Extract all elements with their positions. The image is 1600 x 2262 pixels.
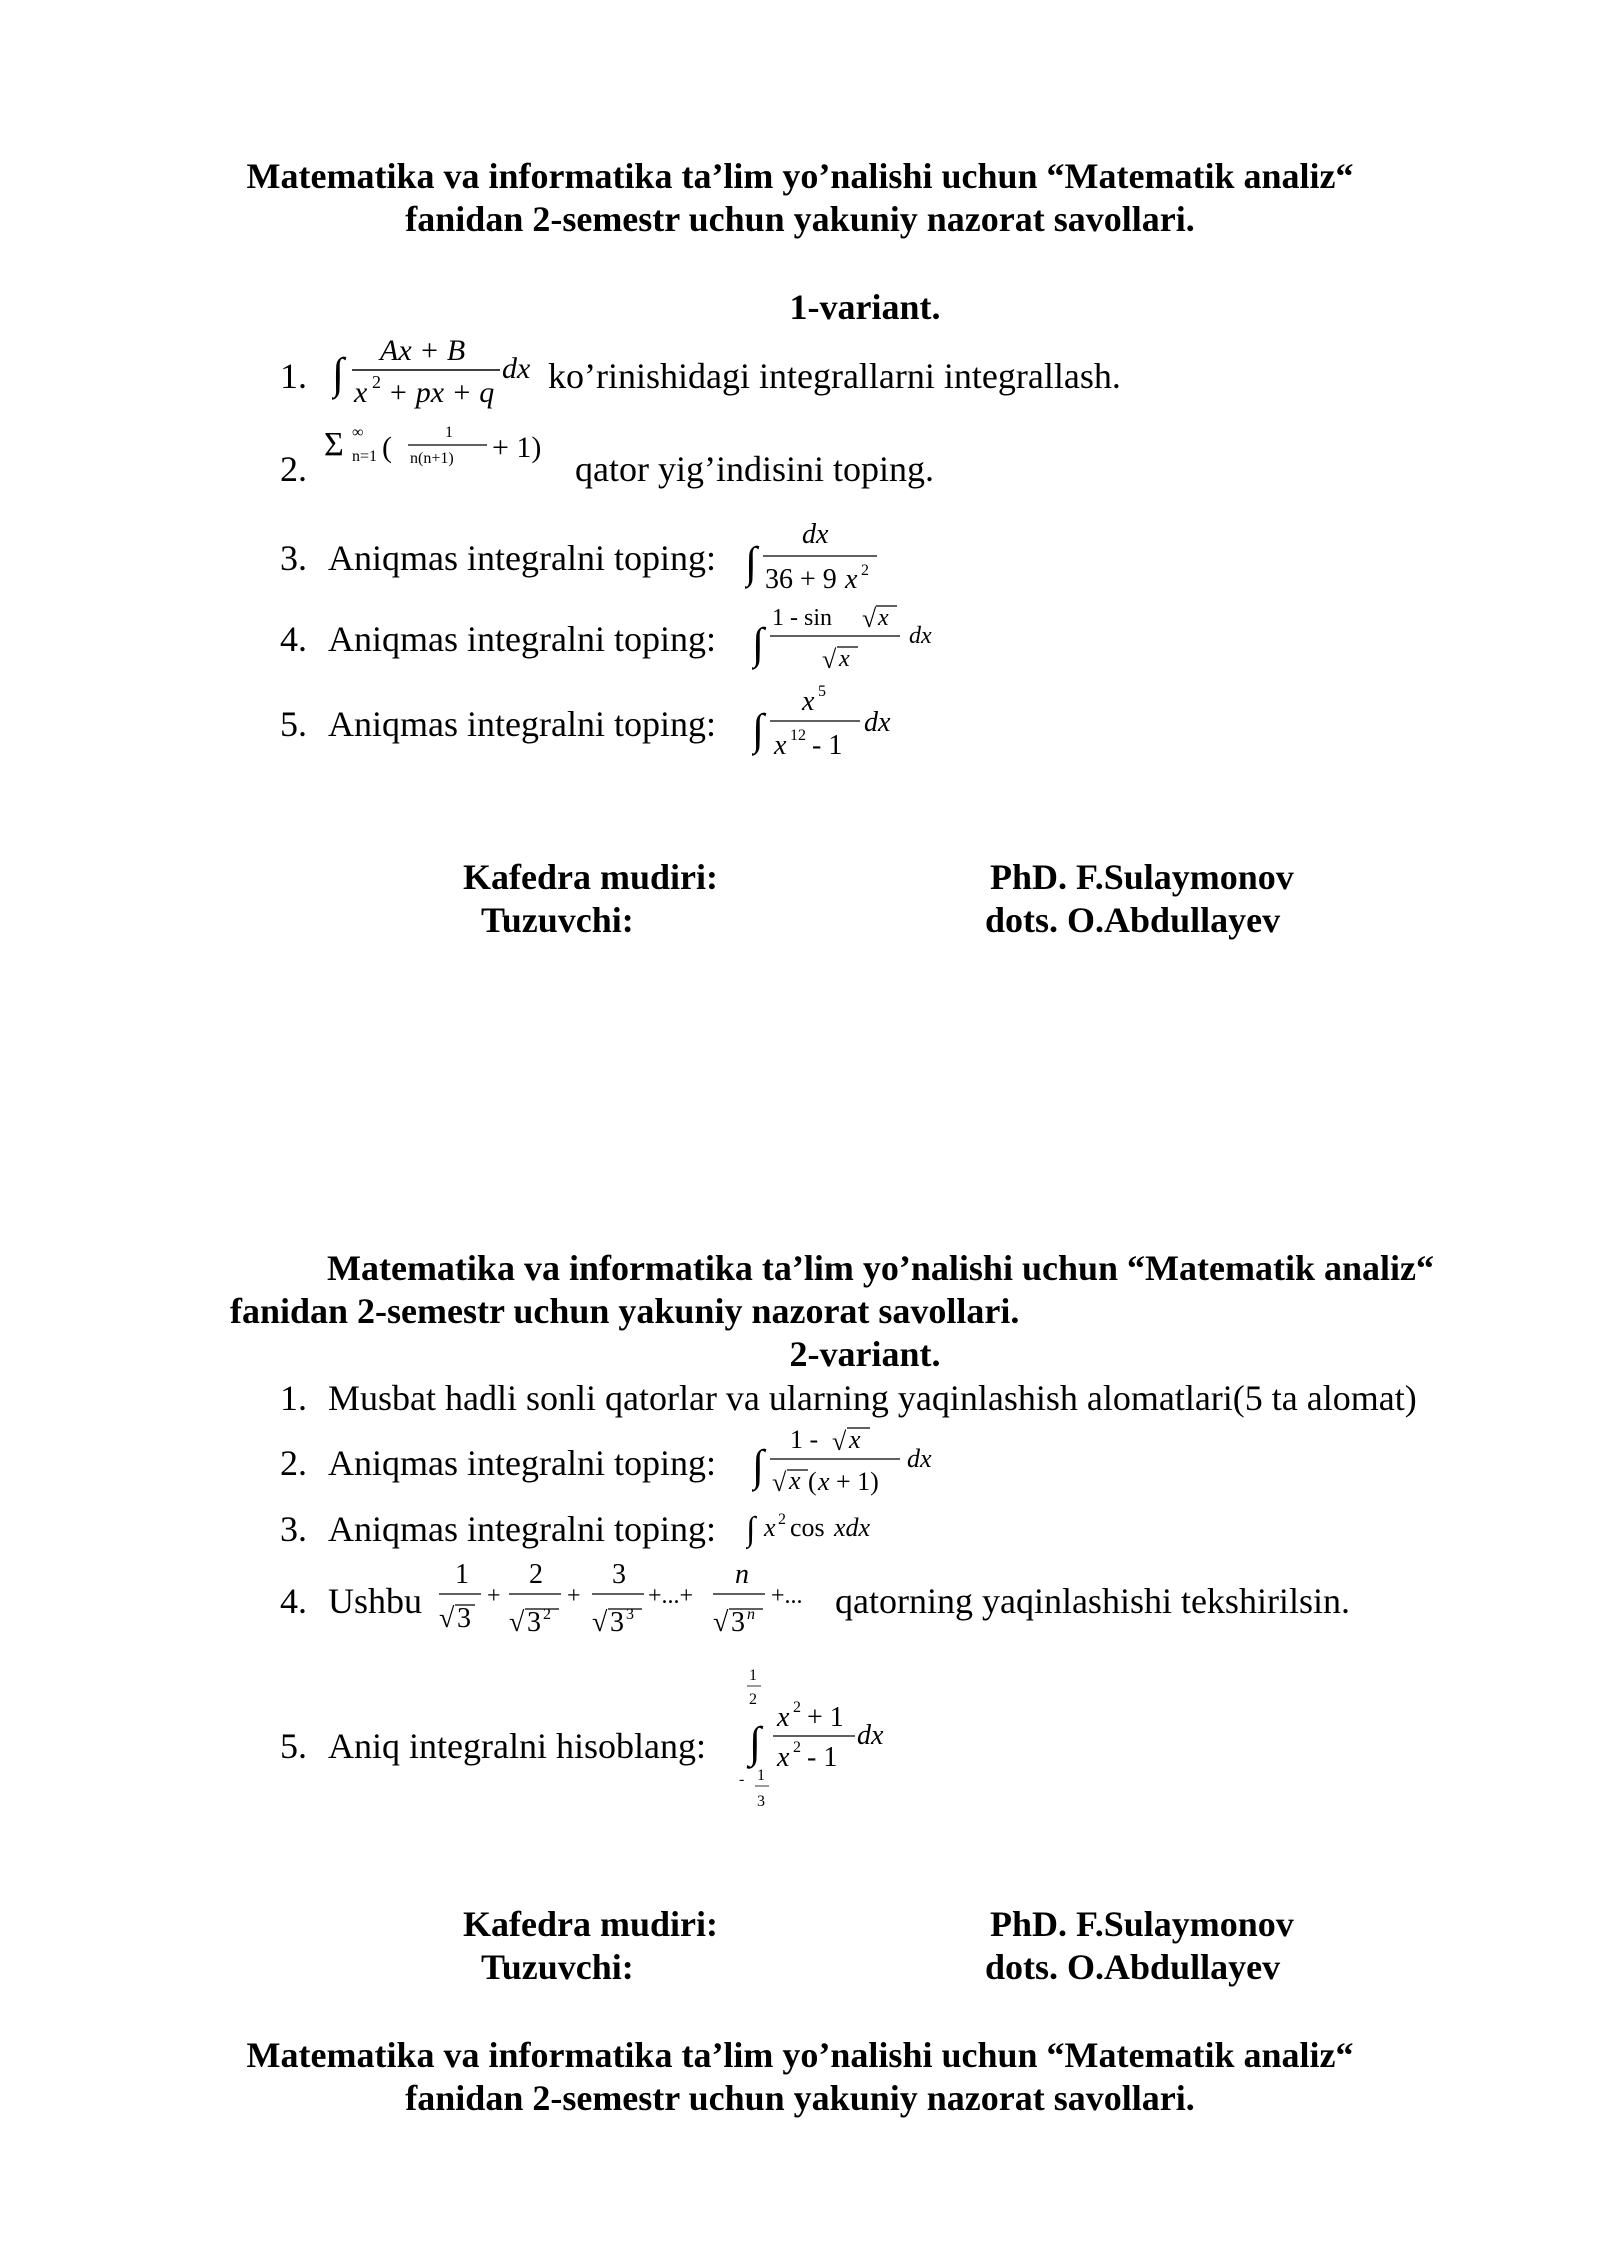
svg-text:(: ( [382, 431, 392, 464]
b1-q1-number: 1. [280, 356, 307, 396]
svg-text:3: 3 [626, 1606, 634, 1623]
block1-title-line1: Matematika va informatika ta’lim yo’nalishi uchun “Matematik analiz“ [246, 156, 1354, 196]
svg-text:1: 1 [757, 1767, 765, 1784]
svg-text:√: √ [713, 1607, 729, 1638]
svg-text:+ 1): + 1) [836, 1467, 879, 1496]
svg-text:2: 2 [861, 562, 869, 579]
svg-text:1 - sin: 1 - sin [772, 605, 832, 631]
block1-title-line2: fanidan 2-semestr uchun yakuniy nazorat savollari. [405, 199, 1195, 239]
svg-text:1: 1 [455, 1559, 469, 1590]
svg-text:n(n+1): n(n+1) [410, 450, 454, 467]
block1-variant: 1-variant. [789, 287, 941, 327]
svg-text:x: x [818, 1467, 830, 1496]
b2-q2-number: 2. [280, 1443, 307, 1483]
b1-q5-formula [752, 678, 912, 768]
svg-text:Σ: Σ [324, 426, 344, 463]
svg-text:(: ( [808, 1467, 817, 1496]
svg-text:∫: ∫ [746, 1511, 756, 1548]
b1-q2-text: qator yig’indisini toping. [575, 449, 934, 489]
svg-text:dx: dx [909, 623, 932, 649]
svg-text:∫: ∫ [752, 619, 765, 668]
svg-text:Ax + B: Ax + B [380, 334, 466, 367]
svg-text:√: √ [592, 1607, 608, 1638]
svg-text:3: 3 [731, 1607, 745, 1638]
svg-text:dx: dx [802, 519, 829, 550]
svg-text:+...+: +...+ [648, 1583, 694, 1609]
svg-text:3: 3 [612, 1559, 626, 1590]
svg-text:x: x [354, 376, 368, 409]
b1-sig-name-head: PhD. F.Sulaymonov [990, 857, 1294, 897]
svg-text:∞: ∞ [352, 424, 364, 441]
b2-q5-text: Aniq integralni hisoblang: [328, 1726, 706, 1766]
b2-q3-number: 3. [280, 1509, 307, 1549]
svg-text:√: √ [832, 1427, 847, 1456]
svg-text:∫: ∫ [752, 1441, 765, 1490]
svg-text:√: √ [862, 604, 877, 633]
b2-q5-formula [735, 1662, 915, 1817]
svg-text:2: 2 [372, 372, 381, 392]
b2-q4-formula [435, 1553, 830, 1645]
svg-text:+ 1: + 1 [807, 1702, 844, 1733]
b1-q4-formula [752, 596, 952, 678]
svg-text:2: 2 [793, 1739, 801, 1756]
svg-text:x: x [777, 1702, 790, 1733]
svg-text:5: 5 [818, 683, 826, 700]
svg-text:2: 2 [529, 1559, 543, 1590]
svg-text:3: 3 [757, 1793, 765, 1810]
b1-sig-name-author: dots. O.Abdullayev [985, 900, 1281, 940]
svg-text:x: x [849, 1425, 861, 1454]
svg-text:√: √ [772, 1468, 787, 1497]
svg-text:2: 2 [543, 1606, 551, 1623]
b1-q3-number: 3. [280, 538, 307, 578]
svg-text:12: 12 [790, 727, 806, 744]
svg-text:- 1: - 1 [807, 1742, 838, 1773]
svg-text:3: 3 [527, 1607, 541, 1638]
svg-text:∫: ∫ [752, 705, 765, 754]
svg-text:+ px + q: + px + q [388, 376, 495, 409]
b1-q2-formula [322, 415, 567, 477]
svg-text:3: 3 [610, 1607, 624, 1638]
b1-q4-number: 4. [280, 619, 307, 659]
b1-q1-formula [332, 330, 542, 412]
b2-q4-text: Ushbu [328, 1581, 423, 1621]
svg-text:xdx: xdx [834, 1513, 871, 1542]
svg-text:1 -: 1 - [790, 1425, 819, 1454]
svg-text:dx: dx [502, 352, 531, 385]
b1-q5-text: Aniqmas integralni toping: [328, 704, 716, 744]
b1-q5-number: 5. [280, 704, 307, 744]
svg-text:1: 1 [445, 424, 453, 441]
svg-text:√: √ [822, 645, 837, 674]
svg-text:- 1: - 1 [812, 730, 843, 761]
svg-text:1: 1 [749, 1667, 757, 1684]
b1-q3-text: Aniqmas integralni toping: [328, 538, 716, 578]
b2-q1-number: 1. [280, 1378, 307, 1418]
svg-text:n: n [747, 1606, 755, 1623]
b1-q1-text: ko’rinishidagi integrallarni integrallash. [548, 356, 1121, 396]
svg-text:x: x [764, 1513, 776, 1542]
b1-sig-role-author: Tuzuvchi: [481, 900, 634, 940]
svg-text:∫: ∫ [745, 538, 758, 587]
b2-sig-name-head: PhD. F.Sulaymonov [990, 1904, 1294, 1944]
svg-text:cos: cos [790, 1513, 825, 1542]
b1-q4-text: Aniqmas integralni toping: [328, 619, 716, 659]
svg-text:+...: +... [771, 1583, 803, 1609]
svg-text:x: x [774, 730, 787, 761]
svg-text:x: x [839, 646, 850, 672]
svg-text:3: 3 [457, 1603, 471, 1634]
b1-q3-formula [745, 515, 885, 597]
b2-q1-text: Musbat hadli sonli qatorlar va ularning yaqinlashish alomatlari(5 ta alomat) [328, 1378, 1417, 1418]
b2-sig-role-head: Kafedra mudiri: [463, 1904, 718, 1944]
svg-text:dx: dx [857, 1720, 884, 1751]
block2-title-line1: Matematika va informatika ta’lim yo’nalishi uchun “Matematik analiz“ [327, 1248, 1434, 1288]
svg-text:√: √ [509, 1607, 525, 1638]
svg-text:∫: ∫ [749, 1718, 762, 1767]
block3-title-line2: fanidan 2-semestr uchun yakuniy nazorat savollari. [405, 2078, 1195, 2118]
b2-sig-name-author: dots. O.Abdullayev [985, 1947, 1281, 1987]
svg-text:x: x [802, 686, 815, 717]
svg-text:n=1: n=1 [352, 448, 378, 465]
b2-q5-number: 5. [280, 1726, 307, 1766]
svg-text:dx: dx [907, 1444, 932, 1473]
svg-text:2: 2 [793, 1699, 801, 1716]
block2-title-line2: fanidan 2-semestr uchun yakuniy nazorat savollari. [230, 1291, 1020, 1331]
svg-text:+ 1): + 1) [492, 431, 542, 464]
svg-text:x: x [789, 1466, 801, 1495]
svg-text:∫: ∫ [332, 349, 345, 398]
block3-title-line1: Matematika va informatika ta’lim yo’nalishi uchun “Matematik analiz“ [246, 2035, 1354, 2075]
b2-sig-role-author: Tuzuvchi: [481, 1947, 634, 1987]
svg-text:2: 2 [778, 1511, 786, 1528]
b2-q3-formula [746, 1500, 906, 1552]
svg-text:x: x [777, 1742, 790, 1773]
svg-text:-: - [739, 1771, 745, 1788]
b2-q3-text: Aniqmas integralni toping: [328, 1509, 716, 1549]
svg-text:36 + 9: 36 + 9 [765, 564, 837, 595]
svg-text:dx: dx [864, 707, 891, 738]
svg-text:x: x [878, 605, 889, 631]
block2-variant: 2-variant. [789, 1334, 941, 1374]
b2-q4-number: 4. [280, 1581, 307, 1621]
b2-q2-formula [752, 1418, 952, 1502]
b2-q2-text: Aniqmas integralni toping: [328, 1443, 716, 1483]
svg-text:√: √ [439, 1603, 455, 1634]
b1-sig-role-head: Kafedra mudiri: [463, 857, 718, 897]
svg-text:+: + [567, 1583, 581, 1609]
b1-q2-number: 2. [280, 449, 307, 489]
svg-text:x: x [845, 564, 858, 595]
svg-text:2: 2 [749, 1691, 757, 1708]
svg-text:+: + [487, 1583, 501, 1609]
b2-q4-text-after: qatorning yaqinlashishi tekshirilsin. [835, 1581, 1350, 1621]
svg-text:n: n [735, 1559, 749, 1590]
